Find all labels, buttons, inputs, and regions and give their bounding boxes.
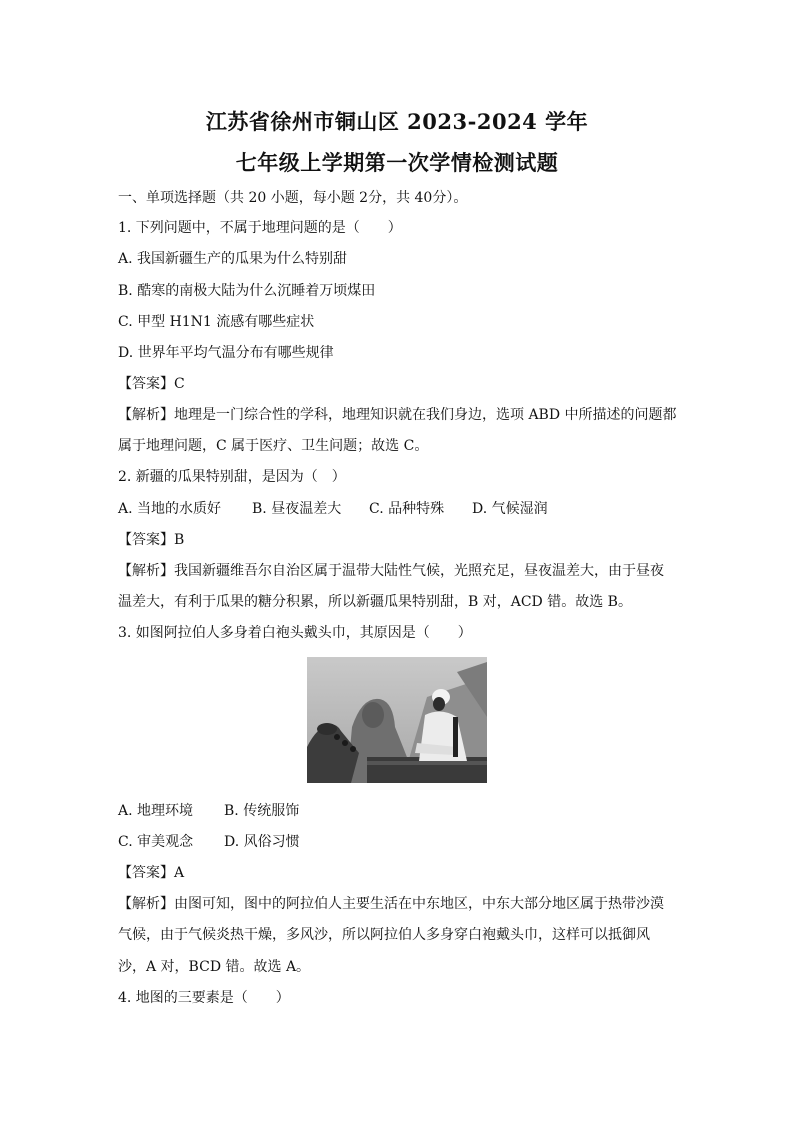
q3-option-b: B. 传统服饰 [224, 803, 300, 819]
q1-answer: 【答案】C [118, 376, 185, 392]
q3-stem: 3. 如图阿拉伯人多身着白袍头戴头巾，其原因是（ ） [118, 625, 472, 641]
q2-analysis-line1: 【解析】我国新疆维吾尔自治区属于温带大陆性气候，光照充足，昼夜温差大，由于昼夜 [118, 563, 664, 579]
q2-analysis-line2: 温差大，有利于瓜果的糖分积累，所以新疆瓜果特别甜，B 对，ACD 错。故选 B。 [118, 594, 632, 610]
q2-stem: 2. 新疆的瓜果特别甜，是因为（ ） [118, 469, 346, 485]
q3-analysis-line3: 沙，A 对，BCD 错。故选 A。 [118, 959, 311, 975]
arab-sphinx-photo [307, 657, 487, 783]
q2-options-row [118, 498, 548, 518]
q4-stem: 4. 地图的三要素是（ ） [118, 990, 290, 1006]
doc-title-line1: 江苏省徐州市铜山区 2023-2024 学年 [205, 109, 589, 134]
q3-option-a: A. 地理环境 [118, 803, 194, 819]
photo-illustration [307, 657, 487, 783]
q2-option-c: C. 品种特殊 [369, 501, 445, 517]
q2-option-d: D. 气候湿润 [472, 501, 548, 517]
q1-analysis-line2: 属于地理问题，C 属于医疗、卫生问题；故选 C。 [118, 438, 429, 454]
q1-analysis-line1: 【解析】地理是一门综合性的学科，地理知识就在我们身边，选项 ABD 中所描述的问题都 [118, 407, 677, 423]
q1-stem: 1. 下列问题中，不属于地理问题的是（ ） [118, 220, 402, 236]
q3-options-row2 [118, 831, 300, 851]
doc-title-line2: 七年级上学期第一次学情检测试题 [235, 150, 559, 175]
q3-options-row1 [118, 800, 299, 820]
q1-option-a: A. 我国新疆生产的瓜果为什么特别甜 [118, 251, 348, 267]
q1-option-c: C. 甲型 H1N1 流感有哪些症状 [118, 314, 315, 330]
q2-answer: 【答案】B [118, 532, 185, 548]
q2-option-a: A. 当地的水质好 [118, 501, 222, 517]
q1-option-d: D. 世界年平均气温分布有哪些规律 [118, 345, 334, 361]
q3-option-c: C. 审美观念 [118, 834, 194, 850]
q3-analysis-line2: 气候，由于气候炎热干燥，多风沙，所以阿拉伯人多身穿白袍戴头巾，这样可以抵御风 [118, 927, 650, 943]
section-heading: 一、单项选择题（共 20 小题，每小题 2分，共 40分）。 [118, 190, 468, 206]
q2-option-b: B. 昼夜温差大 [252, 501, 342, 517]
q3-option-d: D. 风俗习惯 [224, 834, 300, 850]
q3-answer: 【答案】A [118, 865, 185, 881]
q1-option-b: B. 酷寒的南极大陆为什么沉睡着万顷煤田 [118, 283, 376, 299]
q3-analysis-line1: 【解析】由图可知，图中的阿拉伯人主要生活在中东地区，中东大部分地区属于热带沙漠 [118, 896, 664, 912]
